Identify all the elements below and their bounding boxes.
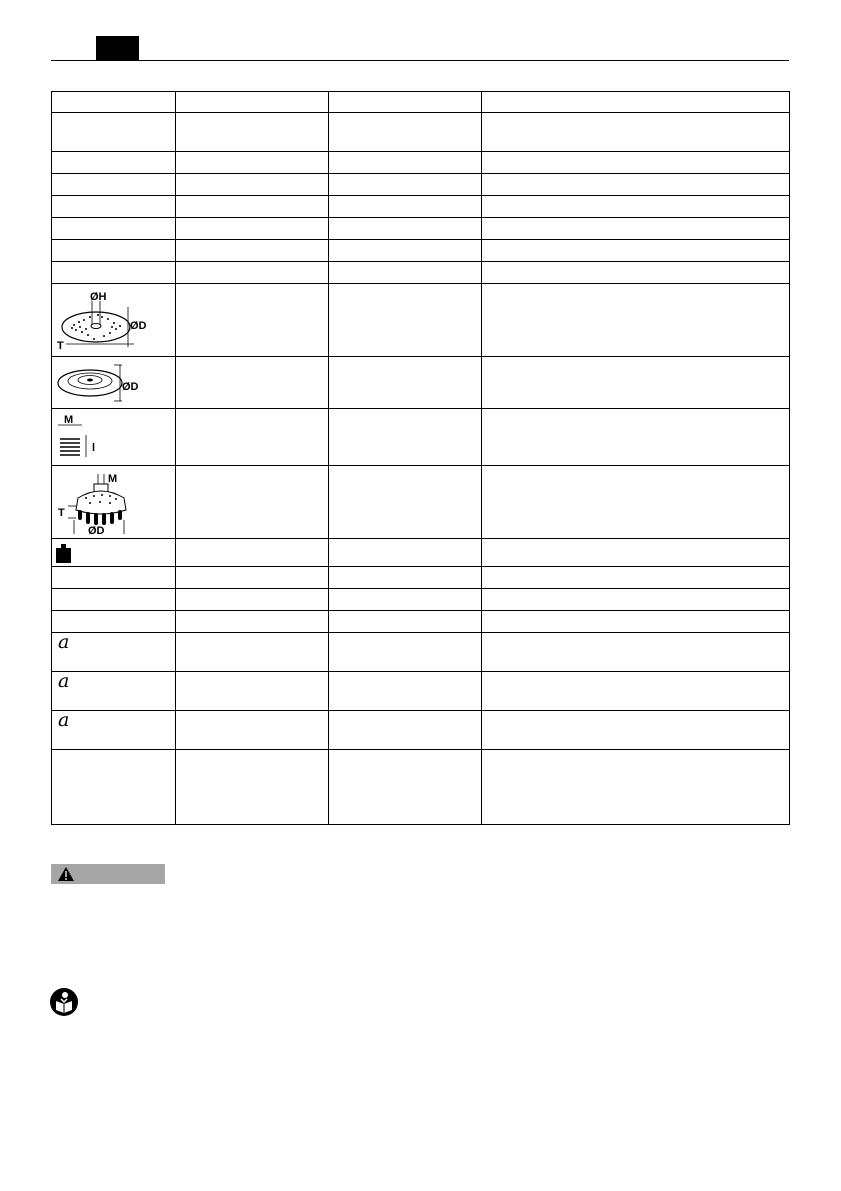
vibration-cell <box>52 711 176 750</box>
table-row <box>52 711 790 750</box>
technical-data-table <box>51 91 790 825</box>
language-tab <box>96 36 139 61</box>
hole-diameter-label: ØH <box>90 291 107 303</box>
vibration-cell <box>52 633 176 672</box>
read-manual-icon <box>49 987 79 1017</box>
table-row <box>52 218 790 240</box>
weight-icon <box>55 544 73 564</box>
warning-banner <box>51 864 165 884</box>
table-row <box>52 196 790 218</box>
table-row <box>52 633 790 672</box>
thread-label: M <box>64 414 74 426</box>
length-label: l <box>92 442 96 454</box>
backing-pad-icon <box>54 359 164 407</box>
table-row <box>52 357 790 409</box>
outer-diameter-label: ØD <box>88 525 105 536</box>
cup-brush-icon <box>54 468 164 536</box>
header-rule <box>51 60 789 61</box>
outer-diameter-label: ØD <box>130 320 147 332</box>
acceleration-a-icon: a <box>58 670 70 692</box>
spindle-thread-diagram <box>52 409 176 466</box>
weight-cell <box>52 539 176 567</box>
vibration-cell <box>52 672 176 711</box>
table-row <box>52 174 790 196</box>
cup-brush-diagram <box>52 466 176 539</box>
backing-pad-diagram <box>52 357 176 409</box>
thread-label: M <box>108 473 118 485</box>
table-row <box>52 92 790 113</box>
outer-diameter-label: ØD <box>122 381 139 393</box>
grinding-disc-icon <box>54 287 164 353</box>
table-row <box>52 466 790 539</box>
table-row <box>52 750 790 825</box>
table-row <box>52 672 790 711</box>
acceleration-a-icon: a <box>58 709 70 731</box>
table-row <box>52 284 790 357</box>
thickness-label: T <box>57 340 64 352</box>
table-row <box>52 611 790 633</box>
table-row <box>52 113 790 152</box>
table-row <box>52 409 790 466</box>
table-row <box>52 539 790 567</box>
grinding-disc-diagram <box>52 284 176 357</box>
spindle-thread-icon <box>54 411 164 463</box>
table-row <box>52 152 790 174</box>
acceleration-a-icon: a <box>58 631 70 653</box>
thickness-label: T <box>58 507 65 519</box>
table-row <box>52 262 790 284</box>
table-row <box>52 240 790 262</box>
table-row <box>52 567 790 589</box>
table-row <box>52 589 790 611</box>
warning-triangle-icon <box>57 866 75 882</box>
